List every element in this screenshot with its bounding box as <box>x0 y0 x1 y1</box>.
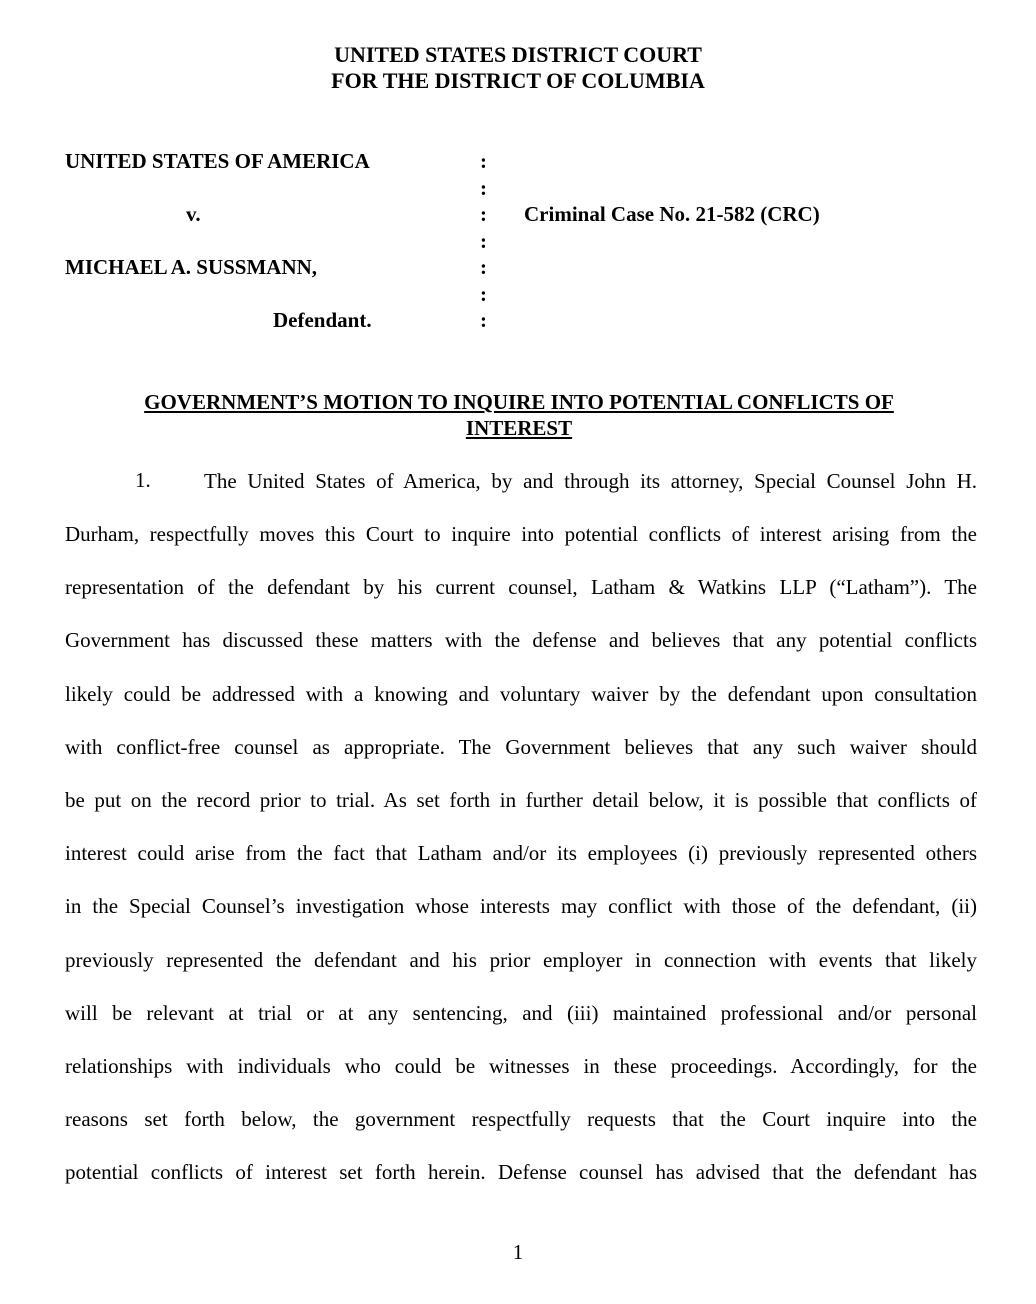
caption-separator: : <box>480 282 487 306</box>
caption-separator: : <box>480 202 487 226</box>
paragraph-number: 1. <box>135 468 151 492</box>
court-name: UNITED STATES DISTRICT COURT <box>334 42 702 67</box>
paragraph-line: interest could arise from the fact that Latham and/or its employees (i) previously represented others <box>65 841 977 865</box>
paragraph-line: previously represented the defendant and his prior employer in connection with events that likely <box>65 948 977 972</box>
plaintiff-name: UNITED STATES OF AMERICA <box>65 149 370 173</box>
paragraph-line: potential conflicts of interest set forth herein. Defense counsel has advised that the defendant has <box>65 1160 977 1184</box>
paragraph-line: likely could be addressed with a knowing and voluntary waiver by the defendant upon consultation <box>65 682 977 706</box>
case-number: Criminal Case No. 21-582 (CRC) <box>524 202 820 226</box>
motion-title-line: INTEREST <box>465 416 573 440</box>
defendant-label: Defendant. <box>273 308 372 332</box>
paragraph-line: in the Special Counsel’s investigation whose interests may conflict with those of the defendant, (ii) <box>65 894 977 918</box>
court-district: FOR THE DISTRICT OF COLUMBIA <box>331 68 705 93</box>
paragraph-line: Durham, respectfully moves this Court to inquire into potential conflicts of interest arising from the <box>65 522 977 546</box>
caption-separator: : <box>480 255 487 279</box>
paragraph-line: will be relevant at trial or at any sentencing, and (iii) maintained professional and/or personal <box>65 1001 977 1025</box>
motion-title-line: GOVERNMENT’S MOTION TO INQUIRE INTO POTENTIAL CONFLICTS OF <box>144 390 894 414</box>
paragraph-line: The United States of America, by and through its attorney, Special Counsel John H. <box>204 469 977 493</box>
paragraph-line: with conflict-free counsel as appropriate. The Government believes that any such waiver should <box>65 735 977 759</box>
paragraph-line: Government has discussed these matters with the defense and believes that any potential conflicts <box>65 628 977 652</box>
caption-separator: : <box>480 149 487 173</box>
defendant-name: MICHAEL A. SUSSMANN, <box>65 255 318 279</box>
caption-separator: : <box>480 308 487 332</box>
caption-separator: : <box>480 229 487 253</box>
paragraph-line: reasons set forth below, the government respectfully requests that the Court inquire into the <box>65 1107 977 1131</box>
motion-title <box>60 389 978 441</box>
paragraph-line: relationships with individuals who could be witnesses in these proceedings. Accordingly, for the <box>65 1054 977 1078</box>
page-number: 1 <box>512 1240 524 1264</box>
paragraph-line: be put on the record prior to trial. As set forth in further detail below, it is possible that conflicts of <box>65 788 977 812</box>
caption-separator: : <box>480 176 487 200</box>
paragraph-line: representation of the defendant by his current counsel, Latham & Watkins LLP (“Latham”). The <box>65 575 977 599</box>
versus-label: v. <box>186 202 201 226</box>
court-header <box>0 42 1036 94</box>
